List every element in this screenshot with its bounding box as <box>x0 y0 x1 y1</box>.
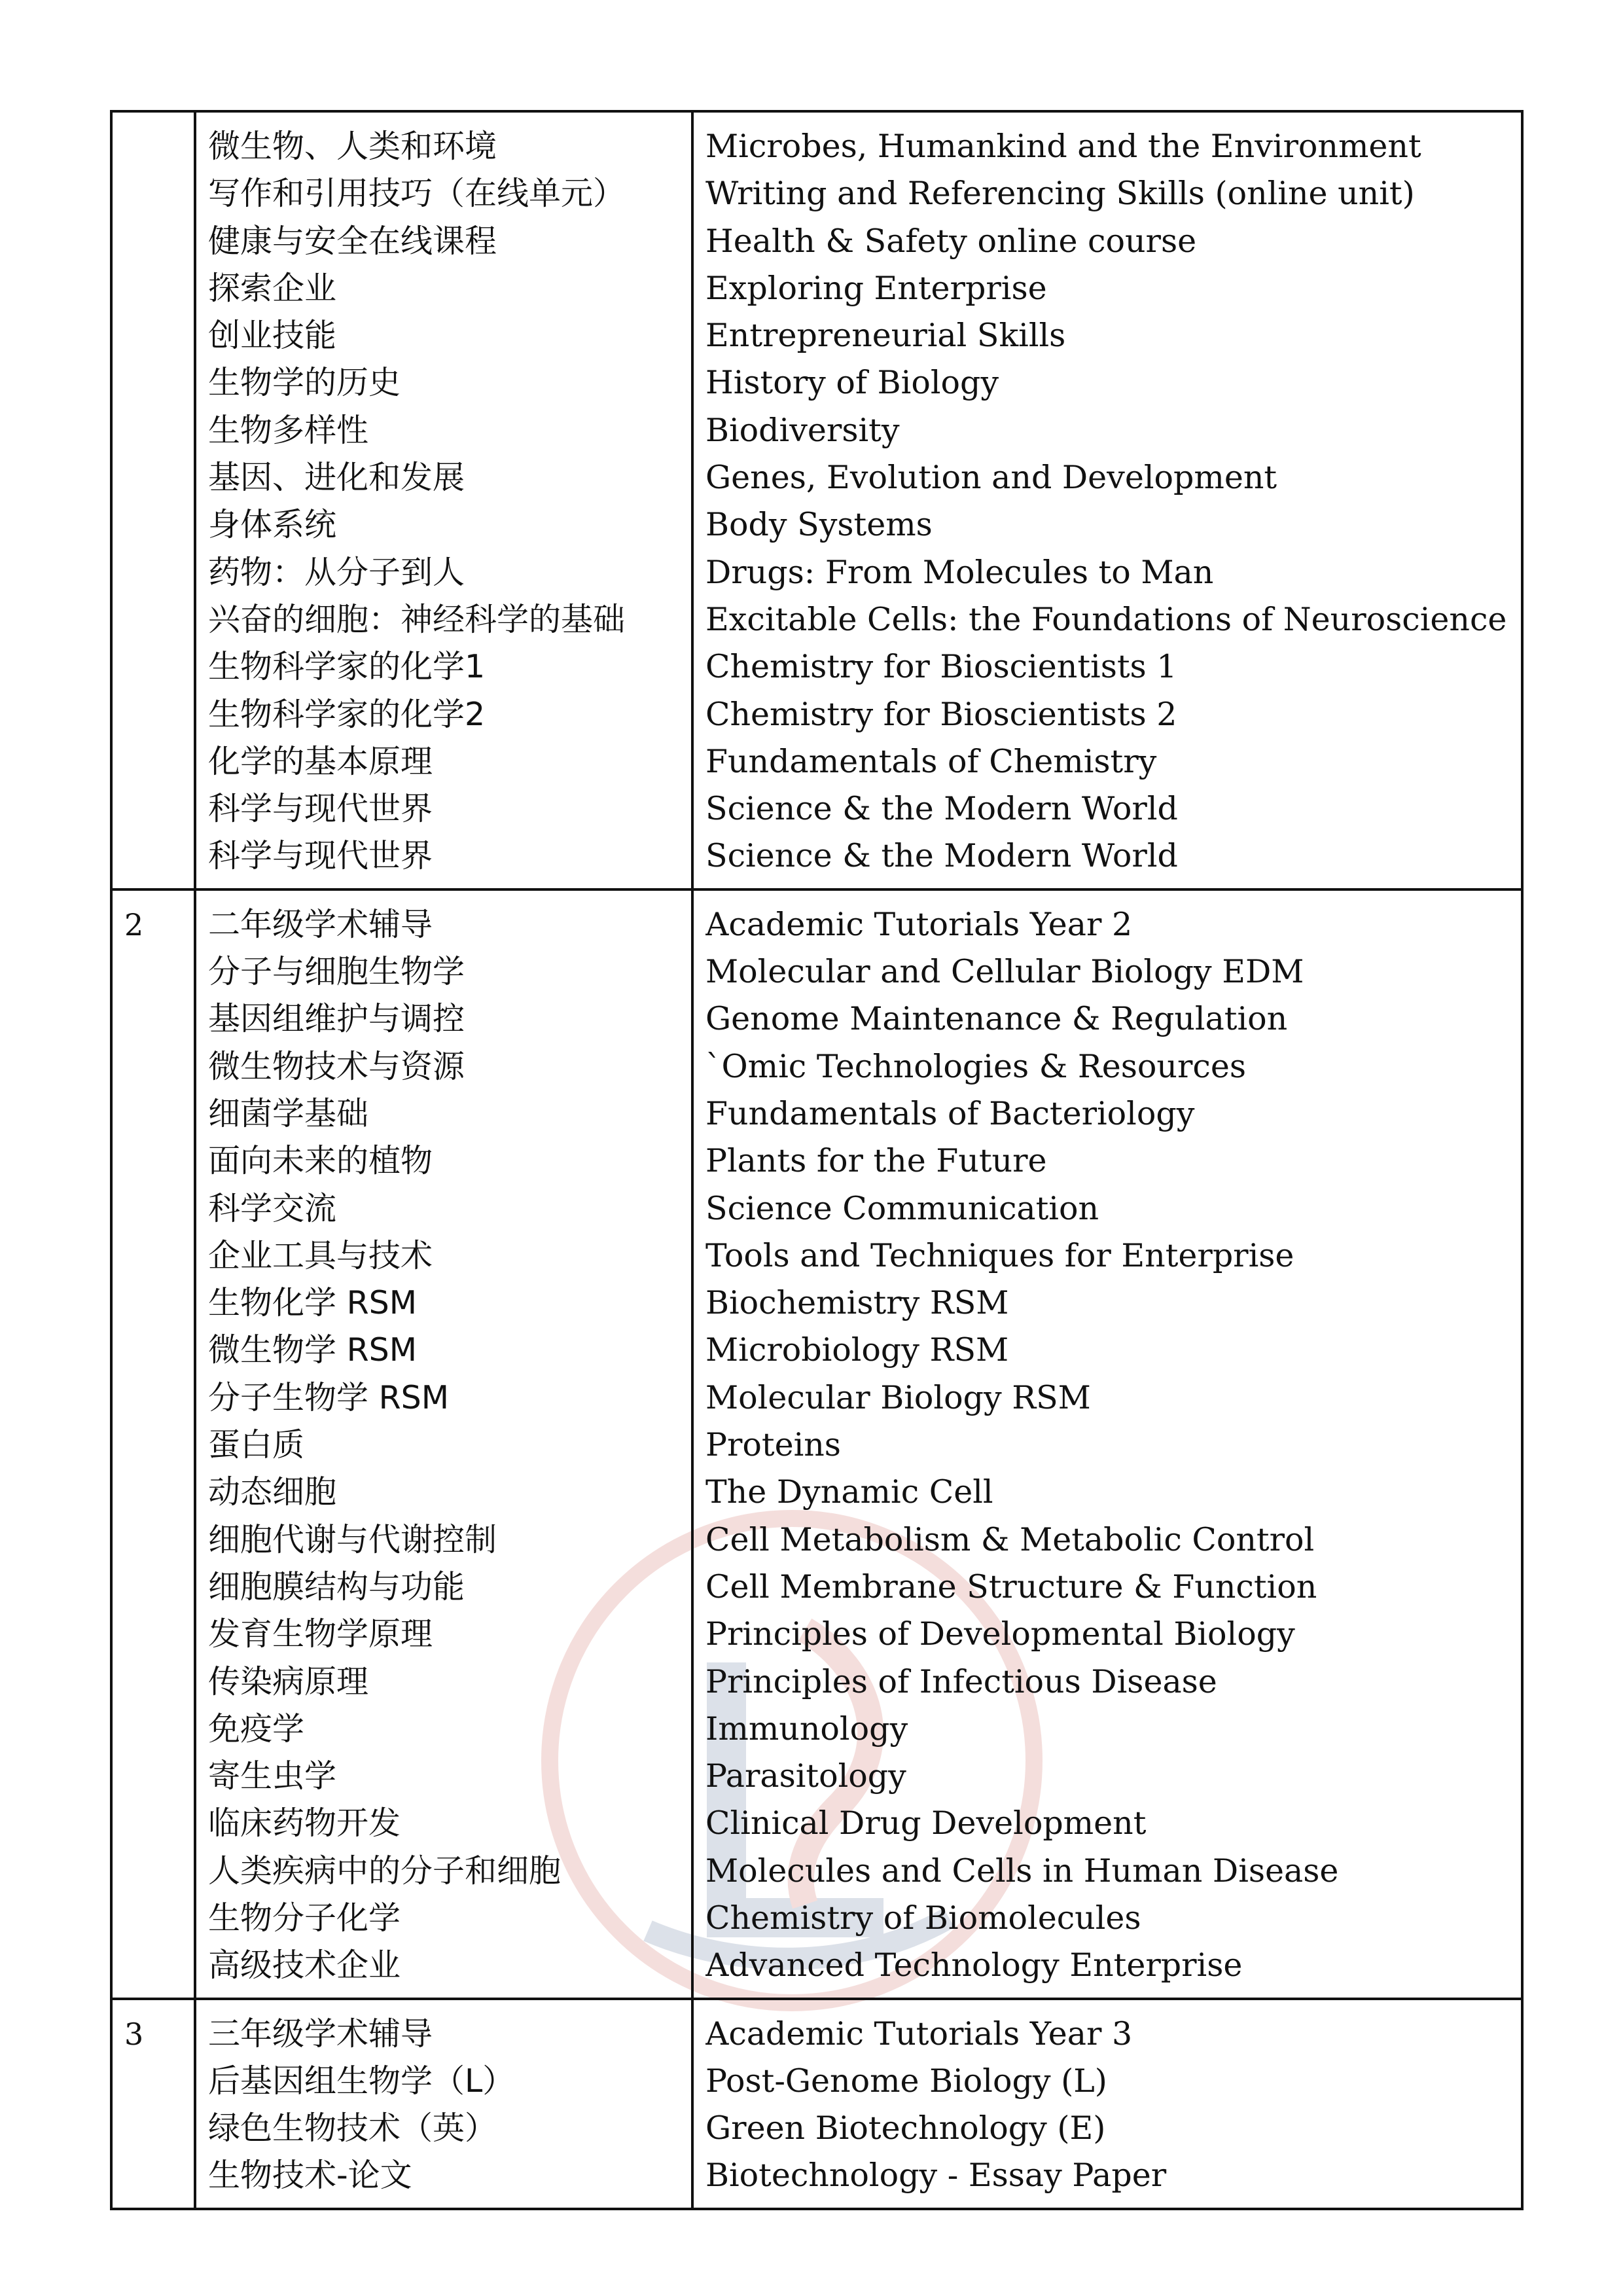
list-item: Chemistry of Biomolecules <box>705 1899 1141 1937</box>
list-item: Entrepreneurial Skills <box>705 317 1066 355</box>
list-item: 基因组维护与调控 <box>208 1000 465 1038</box>
list-item: 创业技能 <box>208 317 337 355</box>
list-item: 高级技术企业 <box>208 1946 401 1984</box>
list-item: 探索企业 <box>208 269 337 307</box>
list-item: Biodiversity <box>705 411 900 449</box>
list-item: Proteins <box>705 1426 841 1464</box>
list-item: Excitable Cells: the Foundations of Neuroscience <box>705 600 1507 638</box>
year-cell: 2 <box>111 889 195 1999</box>
list-item: Molecules and Cells in Human Disease <box>705 1852 1339 1890</box>
list-item: 生物分子化学 <box>208 1899 401 1937</box>
list-item: Chemistry for Bioscientists 2 <box>705 695 1177 733</box>
list-item: 科学交流 <box>208 1189 337 1227</box>
list-item: 三年级学术辅导 <box>208 2015 433 2053</box>
list-item: Genome Maintenance & Regulation <box>705 1000 1288 1038</box>
list-item: 生物化学 RSM <box>208 1284 418 1322</box>
list-item: 微生物学 RSM <box>208 1331 418 1369</box>
list-item: 临床药物开发 <box>208 1804 401 1842</box>
list-item: 健康与安全在线课程 <box>208 222 497 260</box>
list-item: Molecular Biology RSM <box>705 1378 1091 1416</box>
list-item: Microbiology RSM <box>705 1331 1009 1369</box>
list-item: 生物科学家的化学2 <box>208 695 486 733</box>
list-item: 细胞膜结构与功能 <box>208 1568 465 1605</box>
list-item: 绿色生物技术（英） <box>208 2109 497 2147</box>
list-item: 动态细胞 <box>208 1473 337 1511</box>
list-item: Molecular and Cellular Biology EDM <box>705 953 1304 991</box>
table-row <box>111 111 1522 889</box>
list-item: 身体系统 <box>208 506 337 544</box>
list-item: `Omic Technologies & Resources <box>705 1047 1246 1085</box>
table-row <box>111 1999 1522 2209</box>
list-item: 兴奋的细胞：神经科学的基础 <box>208 600 626 638</box>
list-item: Drugs: From Molecules to Man <box>705 553 1214 591</box>
chinese-modules-cell <box>195 111 692 889</box>
list-item: Biochemistry RSM <box>705 1284 1009 1322</box>
list-item: 细菌学基础 <box>208 1094 369 1132</box>
list-item: 微生物、人类和环境 <box>208 128 497 165</box>
list-item: 生物学的历史 <box>208 364 401 402</box>
list-item: 分子生物学 RSM <box>208 1378 450 1416</box>
list-item: Immunology <box>705 1710 908 1748</box>
list-item: 分子与细胞生物学 <box>208 953 465 991</box>
list-item: Genes, Evolution and Development <box>705 459 1277 497</box>
list-item: Microbes, Humankind and the Environment <box>705 128 1421 165</box>
list-item: Health & Safety online course <box>705 222 1197 260</box>
list-item: Fundamentals of Bacteriology <box>705 1094 1195 1132</box>
list-item: Advanced Technology Enterprise <box>705 1946 1243 1984</box>
list-item: Cell Membrane Structure & Function <box>705 1568 1317 1605</box>
list-item: 微生物技术与资源 <box>208 1047 465 1085</box>
list-item: 后基因组生物学（L） <box>208 2062 515 2100</box>
list-item: 药物：从分子到人 <box>208 553 465 591</box>
list-item: 写作和引用技巧（在线单元） <box>208 175 626 213</box>
list-item: The Dynamic Cell <box>705 1473 993 1511</box>
list-item: Chemistry for Bioscientists 1 <box>705 648 1177 686</box>
list-item: 科学与现代世界 <box>208 790 433 828</box>
english-modules-cell <box>692 111 1522 889</box>
list-item: 生物科学家的化学1 <box>208 648 486 686</box>
list-item: 企业工具与技术 <box>208 1236 433 1274</box>
list-item: 寄生虫学 <box>208 1757 337 1795</box>
english-modules-cell <box>692 1999 1522 2209</box>
list-item: Plants for the Future <box>705 1142 1047 1180</box>
list-item: 基因、进化和发展 <box>208 459 465 497</box>
course-table <box>110 110 1524 2210</box>
list-item: 传染病原理 <box>208 1662 369 1700</box>
list-item: 化学的基本原理 <box>208 742 433 780</box>
list-item: Green Biotechnology (E) <box>705 2109 1106 2147</box>
list-item: Parasitology <box>705 1757 906 1795</box>
list-item: 蛋白质 <box>208 1426 305 1464</box>
list-item: 生物多样性 <box>208 411 369 449</box>
year-cell: 3 <box>111 1999 195 2209</box>
list-item: Academic Tutorials Year 2 <box>705 905 1133 943</box>
year-cell <box>111 111 195 889</box>
chinese-modules-cell <box>195 889 692 1999</box>
english-modules-cell <box>692 889 1522 1999</box>
list-item: 科学与现代世界 <box>208 837 433 875</box>
list-item: Science & the Modern World <box>705 790 1178 828</box>
list-item: Body Systems <box>705 506 933 544</box>
list-item: Clinical Drug Development <box>705 1804 1147 1842</box>
list-item: Academic Tutorials Year 3 <box>705 2015 1133 2053</box>
list-item: Exploring Enterprise <box>705 269 1047 307</box>
list-item: 细胞代谢与代谢控制 <box>208 1520 497 1558</box>
list-item: 生物技术-论文 <box>208 2157 412 2195</box>
list-item: Fundamentals of Chemistry <box>705 742 1157 780</box>
list-item: 人类疾病中的分子和细胞 <box>208 1852 562 1890</box>
list-item: Writing and Referencing Skills (online unit) <box>705 175 1415 213</box>
table-row <box>111 889 1522 1999</box>
list-item: Science Communication <box>705 1189 1099 1227</box>
chinese-modules-cell <box>195 1999 692 2209</box>
list-item: Tools and Techniques for Enterprise <box>705 1236 1294 1274</box>
list-item: 发育生物学原理 <box>208 1615 433 1653</box>
list-item: Principles of Developmental Biology <box>705 1615 1295 1653</box>
list-item: Biotechnology - Essay Paper <box>705 2157 1167 2195</box>
list-item: Cell Metabolism & Metabolic Control <box>705 1520 1315 1558</box>
list-item: Science & the Modern World <box>705 837 1178 875</box>
list-item: Post-Genome Biology (L) <box>705 2062 1107 2100</box>
list-item: 面向未来的植物 <box>208 1142 433 1180</box>
list-item: 二年级学术辅导 <box>208 905 433 943</box>
list-item: 免疫学 <box>208 1710 305 1748</box>
list-item: Principles of Infectious Disease <box>705 1662 1217 1700</box>
list-item: History of Biology <box>705 364 999 402</box>
